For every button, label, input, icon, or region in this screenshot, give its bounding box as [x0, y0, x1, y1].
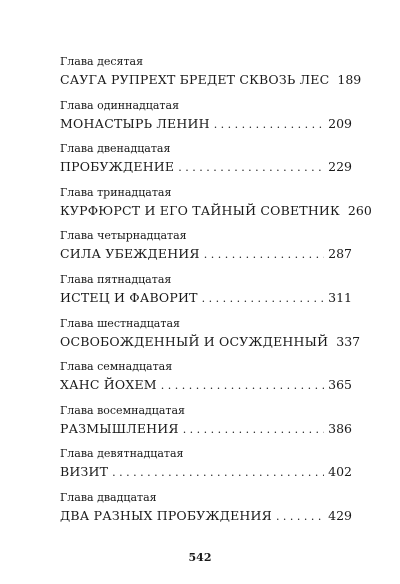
chapter-title: ХАНС ЙОХЕМ [60, 377, 157, 393]
toc-entry [60, 316, 361, 361]
table-of-contents [60, 55, 372, 535]
dot-leader [178, 160, 324, 176]
toc-line [60, 72, 362, 89]
page-number: 402 [328, 464, 352, 480]
toc-entry [60, 360, 352, 404]
chapter-title: КУРФЮРСТ И ЕГО ТАЙНЫЙ СОВЕТНИК [60, 202, 340, 218]
toc-entry [60, 142, 352, 186]
page-number: 311 [328, 289, 352, 305]
toc-entry [60, 404, 352, 448]
chapter-label: Глава двадцатая [60, 490, 157, 504]
dot-leader [202, 291, 325, 307]
dot-leader [276, 509, 324, 525]
chapter-title: РАЗМЫШЛЕНИЯ [60, 420, 179, 436]
chapter-label: Глава пятнадцатая [60, 272, 172, 286]
dot-leader [112, 465, 324, 481]
toc-line [60, 290, 352, 307]
page-number: 209 [328, 115, 352, 131]
page-number: 287 [328, 246, 352, 262]
chapter-label: Глава десятая [60, 55, 144, 68]
dot-leader [183, 422, 324, 438]
chapter-label: Глава одиннадцатая [60, 98, 180, 112]
chapter-label: Глава тринадцатая [60, 185, 172, 199]
page-folio: 542 [188, 551, 212, 564]
toc-entry [60, 99, 352, 143]
chapter-label: Глава девятнадцатая [60, 447, 184, 461]
dot-leader [204, 247, 324, 263]
toc-line [60, 421, 352, 438]
toc-entry [60, 185, 372, 230]
toc-entry [60, 229, 352, 273]
chapter-title: ДВА РАЗНЫХ ПРОБУЖДЕНИЯ [60, 507, 272, 523]
chapter-label: Глава семнадцатая [60, 360, 173, 374]
chapter-title: САУГА РУПРЕХТ БРЕДЕТ СКВОЗЬ ЛЕС [60, 72, 330, 87]
page-number: 337 [336, 333, 361, 349]
toc-line [60, 116, 352, 133]
chapter-title: ОСВОБОЖДЕННЫЙ И ОСУЖДЕННЫЙ [60, 333, 329, 349]
toc-line [60, 246, 352, 263]
toc-line [60, 202, 372, 220]
toc-line [60, 377, 352, 394]
toc-entry [60, 55, 362, 99]
toc-line [60, 333, 361, 351]
chapter-title: СИЛА УБЕЖДЕНИЯ [60, 246, 200, 262]
chapter-title: ВИЗИТ [60, 464, 109, 480]
toc-line [60, 508, 352, 525]
toc-line [60, 159, 352, 176]
toc-entry [60, 491, 352, 535]
chapter-label: Глава шестнадцатая [60, 316, 180, 330]
chapter-title: ПРОБУЖДЕНИЕ [60, 159, 175, 175]
toc-line [60, 464, 352, 481]
chapter-label: Глава двенадцатая [60, 142, 171, 156]
page-number: 386 [328, 420, 352, 436]
page-number: 229 [328, 159, 352, 175]
page-number: 429 [328, 507, 352, 523]
chapter-title: ИСТЕЦ И ФАВОРИТ [60, 289, 198, 305]
chapter-label: Глава восемнадцатая [60, 403, 185, 417]
page-number: 365 [328, 377, 352, 393]
page-number: 260 [347, 202, 372, 218]
dot-leader [161, 378, 324, 394]
page-number: 189 [337, 72, 362, 87]
chapter-title: МОНАСТЫРЬ ЛЕНИН [60, 115, 210, 131]
chapter-label: Глава четырнадцатая [60, 229, 187, 243]
dot-leader [214, 117, 324, 133]
toc-entry [60, 273, 352, 317]
toc-entry [60, 447, 352, 491]
